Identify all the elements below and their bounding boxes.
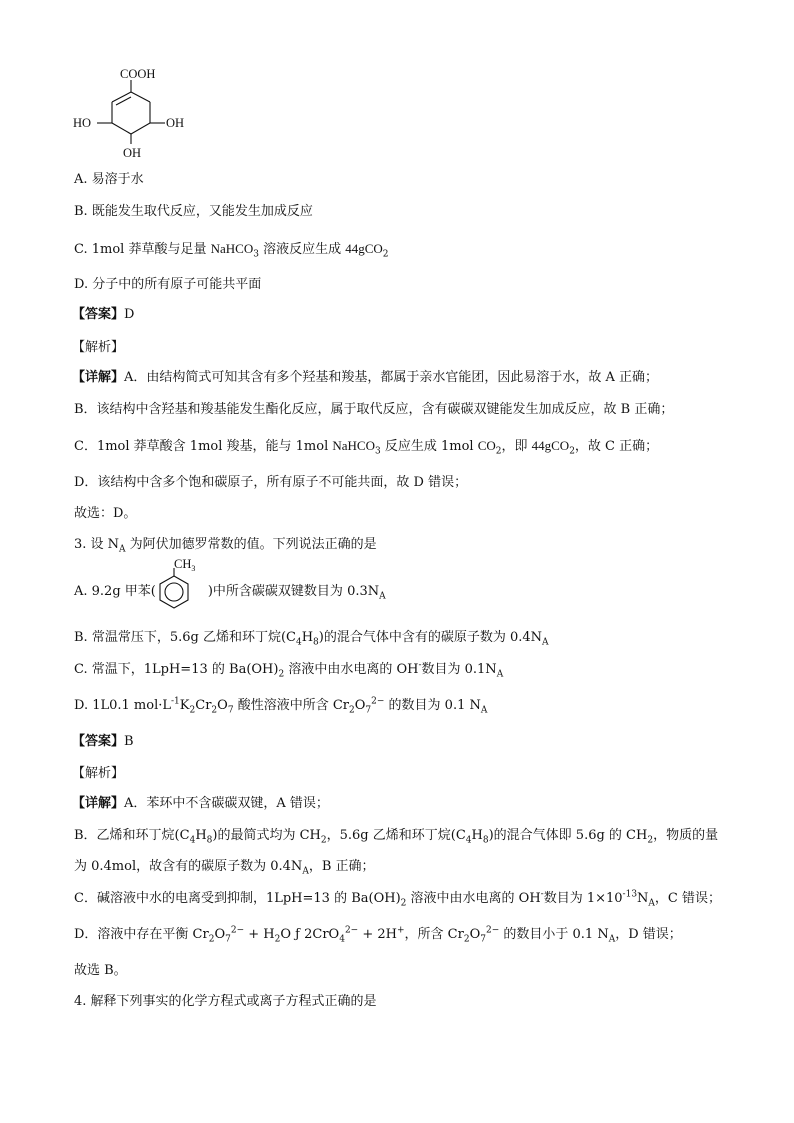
- q3-analysis-label: 【解析】: [72, 766, 125, 781]
- q2-detail-a: 【详解】A．由结构简式可知其含有多个羟基和羧基，都属于亲水官能团，因此易溶于水，故 A 正确；: [72, 370, 659, 385]
- cooh-label: COOH: [120, 67, 156, 81]
- q2-analysis-label: 【解析】: [72, 340, 125, 355]
- ch3-label: $CH_3$: [174, 558, 196, 573]
- q3-option-b: B. 常温常压下，5.6g 乙烯和环丁烷$(C_4H_8)$的混合气体中含有的碳原子数为 $0.4N_A$: [74, 630, 549, 648]
- q3-option-d: D. 1L0.1 $mol\cdot L^{-1}K_2Cr_2O_7$ 酸性溶液中所含 $Cr_2O_7^{2-}$ 的数目为 0.1 $N_A$: [74, 696, 488, 716]
- q3-detail-c: C．碱溶液中水的电离受到抑制，1LpH=13 的 $Ba(OH)_2$ 溶液中由水电离的 OH-数目为 $1\times 10^{-13}N_A$，C 错误；: [74, 889, 722, 909]
- oh-right-label: OH: [166, 116, 185, 130]
- q3-detail-b1: B．乙烯和环丁烷$(C_4H_8)$的最简式均为 $CH_2$，5.6g 乙烯和环丁烷$(C_4H_8)$的混合气体即 5.6g 的 $CH_2$，物质的量: [74, 828, 719, 846]
- q2-detail-d: D．该结构中含多个饱和碳原子，所有原子不可能共面，故 D 错误；: [74, 475, 468, 490]
- q2-answer: 【答案】D: [72, 307, 135, 322]
- q3-detail-a: 【详解】A．苯环中不含碳碳双键，A 错误；: [72, 796, 329, 811]
- q3-option-c: C. 常温下，1LpH=13 的 $Ba(OH)_2$ 溶液中由水电离的 OH-数目为 $0.1N_A$: [74, 660, 504, 680]
- q2-detail-c: C．1mol 莽草酸含 1mol 羧基，能与 1mol NaHCO$_3$ 反应生成 1mol $CO_2$，即 44gCO$_2$，故 C 正确；: [74, 438, 659, 457]
- q3-detail-b2: 为 0.4mol，故含有的碳原子数为 $0.4N_A$，B 正确；: [74, 859, 375, 877]
- q2-option-c: C. 1mol 莽草酸与足量 NaHCO$_3$ 溶液反应生成 44gCO$_2$: [74, 241, 389, 260]
- ho-left-label: HO: [73, 116, 92, 130]
- q3-stem: 3. 设 $N_A$ 为阿伏加德罗常数的值。下列说法正确的是: [74, 537, 377, 555]
- oh-bottom-label: OH: [123, 146, 142, 160]
- q3-answer: 【答案】B: [72, 734, 134, 749]
- q2-option-a: A. 易溶于水: [74, 172, 144, 187]
- q4-stem: 4. 解释下列事实的化学方程式或离子方程式正确的是: [74, 994, 377, 1009]
- q3-choose: 故选 B。: [74, 963, 127, 978]
- shikimic-acid-structure: [70, 60, 200, 165]
- q2-detail-b: B．该结构中含羟基和羧基能发生酯化反应，属于取代反应，含有碳碳双键能发生加成反应，故 B 正确；: [74, 402, 674, 417]
- q2-option-b: B. 既能发生取代反应，又能发生加成反应: [74, 204, 313, 219]
- q2-option-d: D. 分子中的所有原子可能共平面: [74, 277, 262, 292]
- q3-detail-d: D．溶液中存在平衡 $Cr_2O_7^{2-} + H_2O$ ƒ 2CrO$_4^{2-}$ + 2H+，所含 $Cr_2O_7^{2-}$ 的数目小于 0.1 $N_A$，D 错误；: [74, 925, 682, 945]
- q2-choose: 故选：D。: [74, 506, 137, 521]
- q3-option-a: A. 9.2g 甲苯( )中所含碳碳双键数目为 $0.3N_A$: [74, 584, 386, 602]
